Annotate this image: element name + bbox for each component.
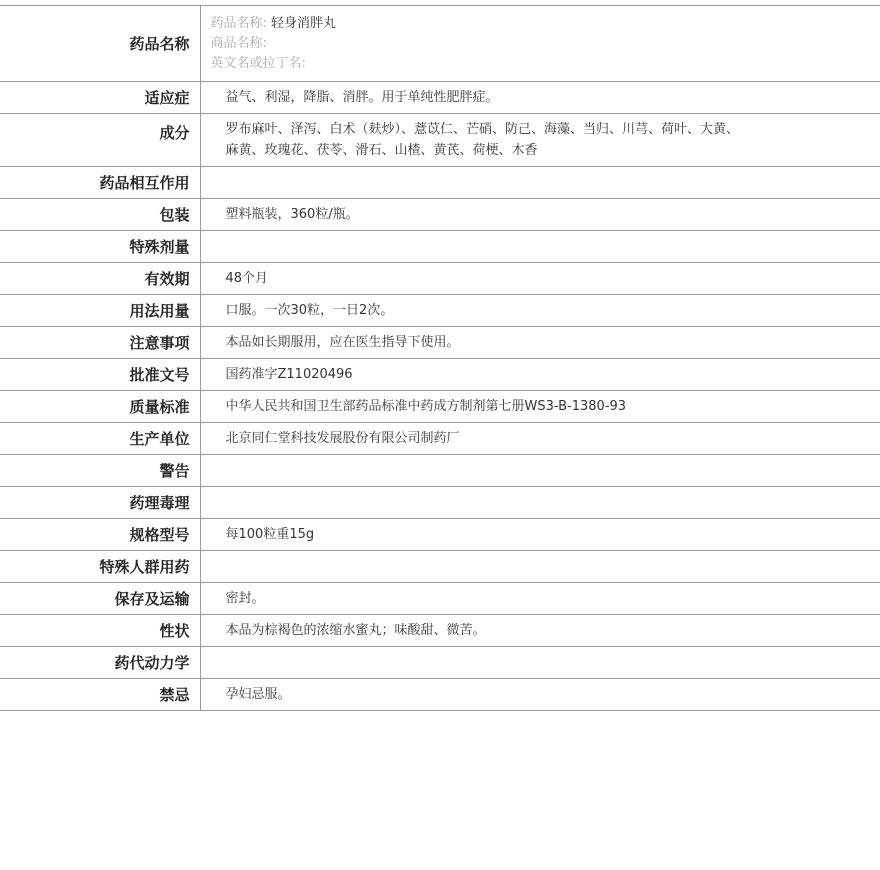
label-special-populations: 特殊人群用药	[0, 551, 200, 583]
label-quality-standard: 质量标准	[0, 391, 200, 423]
row-warning	[0, 455, 880, 487]
value-warning	[200, 455, 880, 487]
row-pharmacokinetics	[0, 647, 880, 679]
value-specification: 每100粒重15g	[200, 519, 880, 551]
row-special-dosage	[0, 231, 880, 263]
row-specification	[0, 519, 880, 551]
row-indication	[0, 82, 880, 114]
row-approval-number	[0, 359, 880, 391]
value-ingredients	[200, 114, 880, 167]
trade-name-label: 商品名称:	[210, 36, 267, 51]
value-precautions: 本品如长期服用，应在医生指导下使用。	[200, 327, 880, 359]
label-warning: 警告	[0, 455, 200, 487]
label-shelf-life: 有效期	[0, 263, 200, 295]
label-drug-name: 药品名称	[0, 6, 200, 82]
label-usage: 用法用量	[0, 295, 200, 327]
value-interactions	[200, 167, 880, 199]
label-precautions: 注意事项	[0, 327, 200, 359]
label-indication: 适应症	[0, 82, 200, 114]
ingredients-line-1: 罗布麻叶、泽泻、白术（麸炒）、薏苡仁、芒硝、防己、海藻、当归、川芎、荷叶、大黄、	[225, 122, 740, 137]
generic-name-label: 药品名称:	[210, 16, 267, 31]
label-packaging: 包装	[0, 199, 200, 231]
value-approval-number: 国药准字Z11020496	[200, 359, 880, 391]
value-usage: 口服。一次30粒，一日2次。	[200, 295, 880, 327]
row-shelf-life	[0, 263, 880, 295]
value-contraindications: 孕妇忌服。	[200, 679, 880, 711]
row-ingredients	[0, 114, 880, 167]
drug-name-cell	[200, 6, 880, 82]
row-pharmacology	[0, 487, 880, 519]
label-ingredients: 成分	[0, 114, 200, 167]
generic-name-value: 轻身消胖丸	[271, 16, 337, 31]
row-precautions	[0, 327, 880, 359]
label-approval-number: 批准文号	[0, 359, 200, 391]
generic-name-line	[211, 14, 880, 34]
label-appearance: 性状	[0, 615, 200, 647]
label-interactions: 药品相互作用	[0, 167, 200, 199]
ingredients-line-2: 麻黄、玫瑰花、茯苓、滑石、山楂、黄芪、荷梗、木香	[225, 143, 538, 158]
value-pharmacology	[200, 487, 880, 519]
row-interactions	[0, 167, 880, 199]
value-storage: 密封。	[200, 583, 880, 615]
row-drug-name	[0, 6, 880, 82]
value-appearance: 本品为棕褐色的浓缩水蜜丸；味酸甜、微苦。	[200, 615, 880, 647]
drug-spec-table	[0, 5, 880, 711]
row-quality-standard	[0, 391, 880, 423]
value-manufacturer: 北京同仁堂科技发展股份有限公司制药厂	[200, 423, 880, 455]
row-appearance	[0, 615, 880, 647]
value-packaging: 塑料瓶装，360粒/瓶。	[200, 199, 880, 231]
label-storage: 保存及运输	[0, 583, 200, 615]
value-shelf-life: 48个月	[200, 263, 880, 295]
row-manufacturer	[0, 423, 880, 455]
value-special-dosage	[200, 231, 880, 263]
english-name-label: 英文名或拉丁名:	[210, 56, 306, 71]
row-storage	[0, 583, 880, 615]
value-pharmacokinetics	[200, 647, 880, 679]
label-manufacturer: 生产单位	[0, 423, 200, 455]
label-pharmacokinetics: 药代动力学	[0, 647, 200, 679]
value-indication: 益气、利湿，降脂、消胖。用于单纯性肥胖症。	[200, 82, 880, 114]
row-usage	[0, 295, 880, 327]
row-special-populations	[0, 551, 880, 583]
label-pharmacology: 药理毒理	[0, 487, 200, 519]
label-contraindications: 禁忌	[0, 679, 200, 711]
label-specification: 规格型号	[0, 519, 200, 551]
value-quality-standard: 中华人民共和国卫生部药品标准中药成方制剂第七册WS3-B-1380-93	[200, 391, 880, 423]
row-contraindications	[0, 679, 880, 711]
value-special-populations	[200, 551, 880, 583]
label-special-dosage: 特殊剂量	[0, 231, 200, 263]
row-packaging	[0, 199, 880, 231]
